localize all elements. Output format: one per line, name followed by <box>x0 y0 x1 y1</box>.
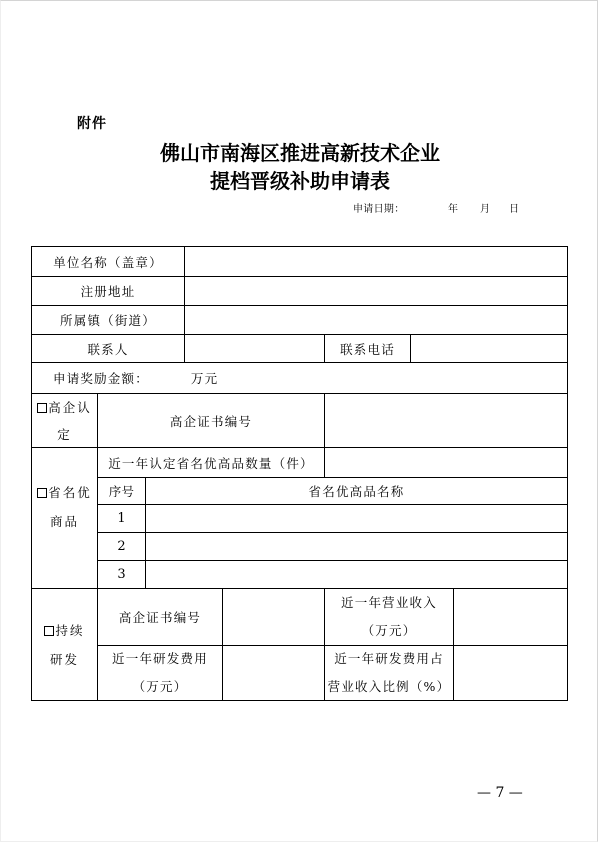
address-label: 注册地址 <box>80 284 136 299</box>
attachment-label: 附件 <box>77 116 107 132</box>
product-name-value-field[interactable] <box>146 561 568 589</box>
rnd-cost-label-part1: 近一年研发费用 <box>112 651 208 666</box>
gaoqi-option-cell <box>32 394 98 448</box>
product-checkbox[interactable] <box>37 488 47 498</box>
product-count-label-cell <box>98 448 325 478</box>
town-label-cell <box>32 306 185 335</box>
product-index-header-label: 序号 <box>108 484 135 499</box>
product-name-value-field[interactable] <box>146 505 568 533</box>
product-option-label-part2: 商品 <box>49 514 79 529</box>
rnd-cost-label-cell <box>98 646 223 701</box>
unit-name-value-field[interactable] <box>185 247 568 277</box>
product-row-number <box>98 561 146 589</box>
revenue-label-cell <box>325 589 454 646</box>
revenue-value-field[interactable] <box>454 589 568 646</box>
gaoqi-option-line1 <box>37 394 92 421</box>
rnd-option-cell <box>32 589 98 701</box>
application-date-day: 日 <box>509 204 519 215</box>
address-label-cell <box>32 277 185 306</box>
form-title-line1: 佛山市南海区推进高新技术企业 <box>160 141 440 165</box>
rnd-ratio-value-field[interactable] <box>454 646 568 701</box>
revenue-label-part2: （万元） <box>361 623 417 638</box>
product-name-header-label: 省名优高品名称 <box>308 484 405 499</box>
rnd-option-label-part2: 研发 <box>49 651 79 667</box>
rnd-checkbox[interactable] <box>44 626 54 636</box>
application-form-table <box>31 246 568 701</box>
contact-label: 联系人 <box>87 341 129 357</box>
product-row-number-label: 2 <box>117 539 126 554</box>
rnd-option-line1 <box>44 616 84 645</box>
form-title-line2: 提档晋级补助申请表 <box>210 169 390 193</box>
rnd-cert-label-cell <box>98 589 223 646</box>
product-row-number <box>98 505 146 533</box>
amount-label: 申请奖励金额： <box>53 371 149 386</box>
rnd-ratio-label-cell <box>325 646 454 701</box>
amount-row <box>32 363 568 394</box>
gaoqi-cert-label: 高企证书编号 <box>169 413 253 429</box>
address-value-field[interactable] <box>185 277 568 306</box>
amount-unit: 万元 <box>190 371 219 386</box>
product-index-header <box>98 478 146 505</box>
gaoqi-cert-label-cell <box>98 394 325 448</box>
product-name-value-field[interactable] <box>146 533 568 561</box>
rnd-cost-value-field[interactable] <box>223 646 325 701</box>
gaoqi-checkbox[interactable] <box>37 403 47 413</box>
unit-name-label-cell <box>32 247 185 277</box>
town-value-field[interactable] <box>185 306 568 335</box>
gaoqi-option-label-part2: 定 <box>57 426 72 442</box>
product-option-label-part1: 省名优 <box>48 485 92 500</box>
rnd-cost-label-part2: （万元） <box>132 679 188 694</box>
product-option-line1 <box>37 478 92 507</box>
application-date-label: 申请日期： <box>353 204 405 215</box>
product-count-label: 近一年认定省名优高品数量（件） <box>108 455 314 471</box>
gaoqi-cert-value-field[interactable] <box>325 394 568 448</box>
product-count-value-field[interactable] <box>325 448 568 478</box>
rnd-cert-label: 高企证书编号 <box>118 610 202 625</box>
phone-value-field[interactable] <box>411 335 568 363</box>
gaoqi-option-label-part1: 高企认 <box>48 399 92 415</box>
unit-name-label: 单位名称（盖章） <box>53 254 163 270</box>
town-label: 所属镇（街道） <box>60 313 156 328</box>
phone-label: 联系电话 <box>340 341 395 357</box>
rnd-ratio-label-part1: 近一年研发费用占 <box>334 651 444 666</box>
rnd-ratio-label-part2: 营业收入比例（%） <box>327 679 451 694</box>
product-row-number <box>98 533 146 561</box>
phone-label-cell <box>325 335 411 363</box>
page-number: — 7 — <box>477 785 523 801</box>
rnd-cert-value-field[interactable] <box>223 589 325 646</box>
contact-value-field[interactable] <box>185 335 325 363</box>
application-date-year: 年 <box>448 204 458 215</box>
contact-label-cell <box>32 335 185 363</box>
product-row-number-label: 3 <box>117 567 126 582</box>
revenue-label-part1: 近一年营业收入 <box>341 595 437 610</box>
product-name-header <box>146 478 568 505</box>
application-date-month: 月 <box>480 204 490 215</box>
rnd-option-label-part1: 持续 <box>55 622 85 638</box>
product-row-number-label: 1 <box>117 511 126 526</box>
product-option-cell <box>32 448 98 589</box>
